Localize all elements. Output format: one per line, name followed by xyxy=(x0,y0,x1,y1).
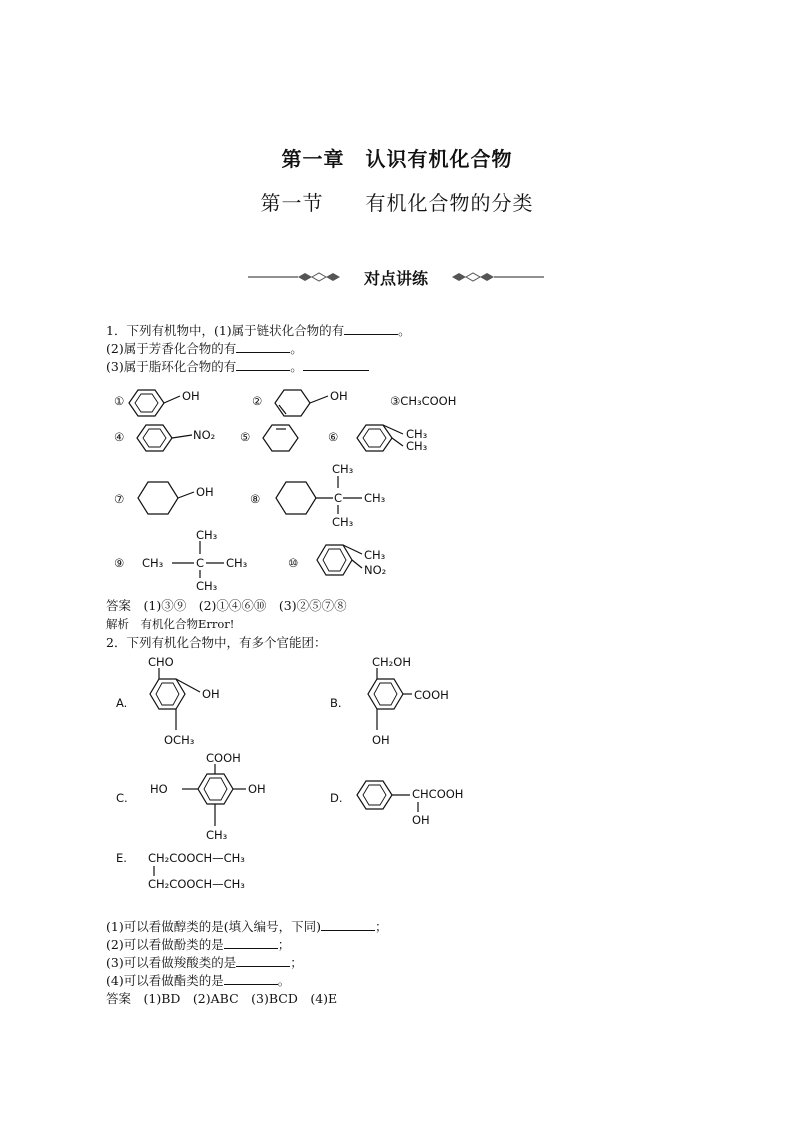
substituent-label: CH₃ xyxy=(364,491,386,505)
substituent-label: CH₃ xyxy=(196,528,218,542)
structure-8 xyxy=(250,462,386,529)
substituent-label: NO₂ xyxy=(364,563,387,577)
q1-answer: 答案 (1)③⑨ (2)①④⑥⑩ (3)②⑤⑦⑧ xyxy=(106,598,347,613)
structure-4 xyxy=(114,425,215,451)
structure-7 xyxy=(114,482,214,514)
substituent-label: CH₂COOCH—CH₃ xyxy=(148,851,245,865)
structure-C xyxy=(116,751,266,842)
substituent-label: CH₂OH xyxy=(372,655,411,669)
structure-number: ⑩ xyxy=(288,556,299,570)
answer-blank xyxy=(224,936,278,949)
substituent-label: COOH xyxy=(414,688,449,702)
substituent-label: CHCOOH xyxy=(412,787,464,801)
structure-2 xyxy=(252,389,348,416)
q2-sub3: (3)可以看做羧酸类的是 ； xyxy=(106,955,303,970)
substituent-label: OH xyxy=(182,389,200,403)
structure-5 xyxy=(240,425,298,451)
answer-blank xyxy=(236,340,290,353)
substituent-label: OH xyxy=(412,813,430,827)
structure-E xyxy=(116,851,245,891)
answer-blank xyxy=(321,918,375,931)
substituent-label: COOH xyxy=(206,751,241,765)
substituent-label: OH xyxy=(202,687,220,701)
substituent-label: CH₃ xyxy=(142,556,164,570)
structure-number: ⑧ xyxy=(250,492,261,506)
q1-line1: 1．下列有机物中，(1)属于链状化合物的有 。 xyxy=(106,323,411,338)
structure-number: ① xyxy=(114,394,125,408)
substituent-label: CH₃ xyxy=(332,462,354,476)
q1-analysis: 解析 有机化合物Error! xyxy=(106,617,235,631)
option-label: B. xyxy=(330,696,342,710)
q2-structures-figure xyxy=(110,652,510,898)
structure-A xyxy=(116,655,220,747)
q1-structures-figure xyxy=(100,378,520,600)
answer-blank xyxy=(344,322,398,335)
substituent-label: OH xyxy=(248,782,266,796)
q2-sub1: (1)可以看做醇类的是(填入编号，下同) ； xyxy=(106,919,388,934)
q1-line3: (3)属于脂环化合物的有 。 xyxy=(106,358,369,376)
q2-sub4: (4)可以看做酯类的是 。 xyxy=(106,973,291,988)
structure-number: ④ xyxy=(114,430,125,444)
substituent-label: CH₂COOCH—CH₃ xyxy=(148,877,245,891)
structure-3: ③CH₃COOH xyxy=(390,394,457,408)
substituent-label: CH₃ xyxy=(406,427,428,441)
structure-number: ② xyxy=(252,394,263,408)
q2-stem: 2．下列有机化合物中，有多个官能团： xyxy=(106,635,327,650)
option-label: E. xyxy=(116,851,127,865)
option-label: D. xyxy=(330,791,343,805)
chapter-title: 第一章 认识有机化合物 xyxy=(281,147,513,171)
substituent-label: C xyxy=(334,491,343,505)
structure-9 xyxy=(114,528,248,593)
option-label: A. xyxy=(116,696,128,710)
substituent-label: OH xyxy=(330,389,348,403)
q1-line2: (2)属于芳香化合物的有 。 xyxy=(106,341,303,356)
structure-number: ⑨ xyxy=(114,556,125,570)
substituent-label: OH xyxy=(372,733,390,747)
answer-blank xyxy=(236,358,290,371)
section-title: 第一节 有机化合物的分类 xyxy=(260,191,534,215)
substituent-label: CH₃ xyxy=(206,828,228,842)
substituent-label: NO₂ xyxy=(193,428,216,442)
structure-number: ⑤ xyxy=(240,430,251,444)
substituent-label: C xyxy=(196,556,205,570)
q2-answer: 答案 (1)BD (2)ABC (3)BCD (4)E xyxy=(106,991,338,1006)
substituent-label: HO xyxy=(150,782,168,796)
answer-blank xyxy=(224,972,278,985)
substituent-label: CH₃ xyxy=(364,548,386,562)
substituent-label: CH₃ xyxy=(332,515,354,529)
substituent-label: OCH₃ xyxy=(164,733,195,747)
substituent-label: CH₃ xyxy=(406,439,428,453)
banner-label: 对点讲练 xyxy=(363,269,428,288)
structure-number: ⑦ xyxy=(114,492,125,506)
structure-D xyxy=(330,781,463,827)
structure-6 xyxy=(328,425,428,453)
option-label: C. xyxy=(116,791,128,805)
q2-sub2: (2)可以看做酚类的是 ； xyxy=(106,937,291,952)
structure-B xyxy=(330,655,449,747)
structure-number: ⑥ xyxy=(328,430,339,444)
substituent-label: CHO xyxy=(148,655,174,669)
answer-blank xyxy=(303,358,369,371)
answer-blank xyxy=(236,954,290,967)
structure-1 xyxy=(114,389,200,416)
substituent-label: OH xyxy=(196,485,214,499)
substituent-label: CH₃ xyxy=(196,579,218,593)
substituent-label: CH₃ xyxy=(226,556,248,570)
structure-10 xyxy=(288,545,386,577)
section-banner xyxy=(248,264,544,290)
